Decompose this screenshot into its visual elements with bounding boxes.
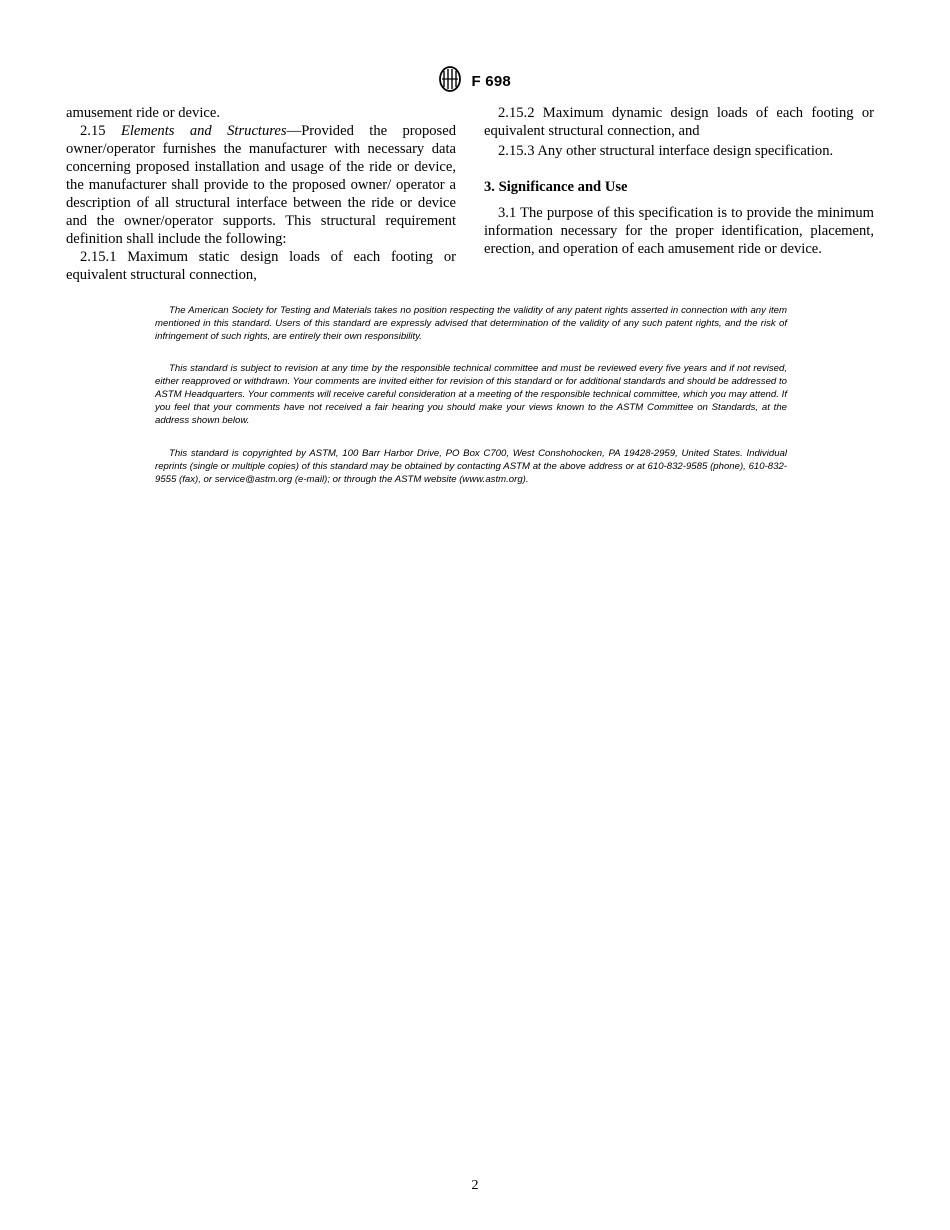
astm-logo-icon bbox=[439, 66, 461, 97]
copyright-notice bbox=[155, 447, 787, 486]
patent-notice-text: The American Society for Testing and Materials takes no position respecting the validity of any patent rights asserted in connection with any item mentioned in this standard. Users of this standard are expressly advised that determination of the validity of any such patent rights, and the risk of infringement of such rights, are entirely their own responsibility. bbox=[155, 305, 787, 342]
right-column bbox=[484, 104, 874, 258]
section-3-heading: 3. Significance and Use bbox=[484, 179, 628, 195]
page-number: 2 bbox=[471, 1178, 479, 1193]
section-2-15-number: 2.15 bbox=[80, 123, 106, 139]
section-2-15-1: 2.15.1 Maximum static design loads of each footing or equivalent structural connection, bbox=[66, 249, 456, 283]
patent-notice bbox=[155, 304, 787, 343]
section-2-15 bbox=[66, 122, 456, 248]
section-2-15-3: 2.15.3 Any other structural interface design specification. bbox=[498, 143, 834, 159]
copyright-notice-text: This standard is copyrighted by ASTM, 100 Barr Harbor Drive, PO Box C700, West Conshohocken, PA 19428-2959, United States. Individual reprints (single or multiple copies) of this standard may be obtained by contacting ASTM at the above address or at 610-832-9585 (phone), 610-832-9555 (fax), or service@astm.org (e-mail); or through the ASTM website (www.astm.org). bbox=[155, 448, 787, 485]
page-header bbox=[0, 66, 950, 97]
section-2-15-title: Elements and Structures bbox=[120, 123, 287, 139]
left-column bbox=[66, 104, 456, 284]
revision-notice-text: This standard is subject to revision at any time by the responsible technical committee and must be reviewed every five years and if not revised, either reapproved or withdrawn. Your comments are invited either for revision of this standard or for additional standards and should be addressed to ASTM Headquarters. Your comments will receive careful consideration at a meeting of the responsible technical committee, which you may attend. If you feel that your comments have not received a fair hearing you should make your views known to the ASTM Committee on Standards, at the address shown below. bbox=[155, 363, 787, 426]
section-2-15-2: 2.15.2 Maximum dynamic design loads of each footing or equivalent structural connection, and bbox=[484, 105, 874, 139]
section-2-15-body: —Provided the proposed owner/operator furnishes the manufacturer with necessary data concerning proposed installation and usage of the ride or device, the manufacturer shall provide to the proposed owner/ operator a description of all structural interface between the ride or device and the owner/operator supports. This structural requirement definition shall include the following: bbox=[66, 123, 457, 247]
continuation-text: amusement ride or device. bbox=[66, 105, 220, 121]
section-3-1: 3.1 The purpose of this specification is to provide the minimum information necessary for the proper identification, placement, erection, and operation of each amusement ride or device. bbox=[484, 205, 874, 257]
document-designation: F 698 bbox=[471, 73, 511, 90]
revision-notice bbox=[155, 362, 787, 427]
